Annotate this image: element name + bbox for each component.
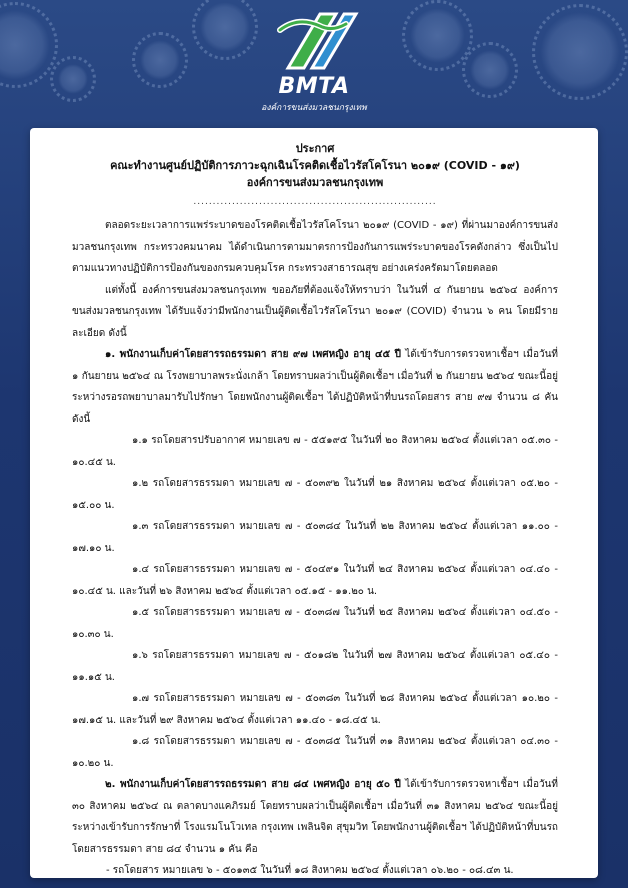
list-item: ๑.๖ รถโดยสารธรรมดา หมายเลข ๗ - ๕๐๑๘๒ ในวันที่ ๒๗ สิงหาคม ๒๕๖๔ ตั้งแต่เวลา ๐๕.๔๐ - ๑๑.๑๕ น. bbox=[72, 650, 558, 683]
header bbox=[0, 0, 628, 130]
logo-text: BMTA bbox=[278, 74, 350, 99]
case-2-body: ได้เข้ารับการตรวจหาเชื้อฯ เมื่อวันที่ ๓๐ สิงหาคม ๒๕๖๔ ณ ตลาดบางแคภิรมย์ โดยทราบผลว่าเป็นผู้ติดเชื้อฯ เมื่อวันที่ ๓๑ สิงหาคม ๒๕๖๔ ขณะนี้อยู่ระหว่างเข้ารับการรักษาที่ โรงแรมโนโวเทล กรุงเทพ เพลินจิต สุขุมวิท โดยพนักงานผู้ติดเชื้อฯ ได้ปฏิบัติหน้าที่บนรถโดยสารธรรมดา สาย ๘๔ จำนวน ๑ คัน คือ bbox=[72, 779, 558, 855]
case-1-bus-list bbox=[72, 430, 558, 774]
list-item: ๑.๑ รถโดยสารปรับอากาศ หมายเลข ๗ - ๕๕๑๙๕ ในวันที่ ๒๐ สิงหาคม ๒๕๖๔ ตั้งแต่เวลา ๐๕.๓๐ - ๑๐.๔๕ น. bbox=[72, 435, 558, 468]
case-1-heading: ๑. พนักงานเก็บค่าโดยสารรถธรรมดา สาย ๙๗ เพศหญิง อายุ ๔๕ ปี bbox=[105, 349, 402, 360]
announcement-document bbox=[30, 128, 598, 878]
intro-paragraph-1: ตลอดระยะเวลาการแพร่ระบาดของโรคติดเชื้อไวรัสโคโรนา ๒๐๑๙ (COVID - ๑๙) ที่ผ่านมาองค์การขนส่งมวลชนกรุงเทพ กระทรวงคมนาคม ได้ดำเนินการตามมาตรการป้องกันการแพร่ระบาดของโรคดังกล่าว ซึ่งเป็นไปตามแนวทางปฏิบัติการป้องกันของกรมควบคุมโรค กระทรวงสาธารณสุข อย่างเคร่งครัดมาโดยตลอด bbox=[72, 220, 558, 274]
case-2-heading: ๒. พนักงานเก็บค่าโดยสารรถธรรมดา สาย ๘๔ เพศหญิง อายุ ๕๐ ปี bbox=[105, 779, 401, 790]
bmta-logo bbox=[258, 8, 370, 118]
list-item: ๑.๘ รถโดยสารธรรมดา หมายเลข ๗ - ๕๐๓๘๕ ในวันที่ ๓๑ สิงหาคม ๒๕๖๔ ตั้งแต่เวลา ๐๔.๓๐ - ๑๐.๒๐ น. bbox=[72, 736, 558, 769]
list-item: ๑.๕ รถโดยสารธรรมดา หมายเลข ๗ - ๕๐๓๘๗ ในวันที่ ๒๕ สิงหาคม ๒๕๖๔ ตั้งแต่เวลา ๐๔.๕๐ - ๑๐.๓๐ น. bbox=[72, 607, 558, 640]
list-item: ๑.๒ รถโดยสารธรรมดา หมายเลข ๗ - ๕๐๓๙๒ ในวันที่ ๒๑ สิงหาคม ๒๕๖๔ ตั้งแต่เวลา ๐๕.๒๐ - ๑๕.๐๐ น. bbox=[72, 478, 558, 511]
case-2-paragraph bbox=[72, 774, 558, 860]
title-line-2: คณะทำงานศูนย์ปฏิบัติการภาวะฉุกเฉินโรคติดเชื้อไวรัสโคโรนา ๒๐๑๙ (COVID - ๑๙) bbox=[110, 159, 520, 172]
title-line-1: ประกาศ bbox=[295, 142, 335, 155]
announcement-title bbox=[72, 140, 558, 191]
list-item: ๑.๗ รถโดยสารธรรมดา หมายเลข ๗ - ๕๐๓๘๓ ในวันที่ ๒๘ สิงหาคม ๒๕๖๔ ตั้งแต่เวลา ๑๐.๒๐ - ๑๗.๑๕ น. และวันที่ ๒๙ สิงหาคม ๒๕๖๔ ตั้งแต่เวลา ๑๑.๔๐ - ๑๘.๔๕ น. bbox=[72, 693, 558, 726]
case-2-bus-item: - รถโดยสาร หมายเลข ๖ - ๕๐๑๓๕ ในวันที่ ๑๘ สิงหาคม ๒๕๖๔ ตั้งแต่เวลา ๐๖.๒๐ - ๐๘.๔๓ น. bbox=[106, 865, 514, 876]
list-item: ๑.๔ รถโดยสารธรรมดา หมายเลข ๗ - ๕๐๔๙๑ ในวันที่ ๒๔ สิงหาคม ๒๕๖๔ ตั้งแต่เวลา ๐๔.๔๐ - ๑๐.๔๕ น. และวันที่ ๒๖ สิงหาคม ๒๕๖๔ ตั้งแต่เวลา ๐๕.๑๕ - ๑๑.๒๐ น. bbox=[72, 564, 558, 597]
bmta-logo-icon bbox=[258, 8, 370, 78]
logo-subtext: องค์การขนส่งมวลชนกรุงเทพ bbox=[261, 103, 367, 113]
separator-dots: ............................................................... bbox=[193, 197, 437, 207]
case-1-body: ได้เข้ารับการตรวจหาเชื้อฯ เมื่อวันที่ ๑ กันยายน ๒๕๖๔ ณ โรงพยาบาลพระนั่งเกล้า โดยทราบผลว่าเป็นผู้ติดเชื้อฯ เมื่อวันที่ ๒ กันยายน ๒๕๖๔ ขณะนี้อยู่ระหว่างรอรถพยาบาลมารับไปรักษา โดยพนักงานผู้ติดเชื้อฯ ได้ปฏิบัติหน้าที่บนรถโดยสาร สาย ๙๗ จำนวน ๘ คัน ดังนี้ bbox=[72, 349, 559, 425]
list-item: ๑.๓ รถโดยสารธรรมดา หมายเลข ๗ - ๕๐๓๘๔ ในวันที่ ๒๒ สิงหาคม ๒๕๖๔ ตั้งแต่เวลา ๑๑.๐๐ - ๑๗.๑๐ น. bbox=[72, 521, 558, 554]
title-line-3: องค์การขนส่งมวลชนกรุงเทพ bbox=[246, 176, 384, 189]
case-1-paragraph bbox=[72, 344, 558, 430]
intro-paragraph-2: แต่ทั้งนี้ องค์การขนส่งมวลชนกรุงเทพ ขออภัยที่ต้องแจ้งให้ทราบว่า ในวันที่ ๔ กันยายน ๒๕๖๔ องค์การขนส่งมวลชนกรุงเทพ ได้รับแจ้งว่ามีพนักงานเป็นผู้ติดเชื้อไวรัสโคโรนา ๒๐๑๙ (COVID) จำนวน ๖ คน โดยมีรายละเอียด ดังนี้ bbox=[72, 284, 558, 339]
